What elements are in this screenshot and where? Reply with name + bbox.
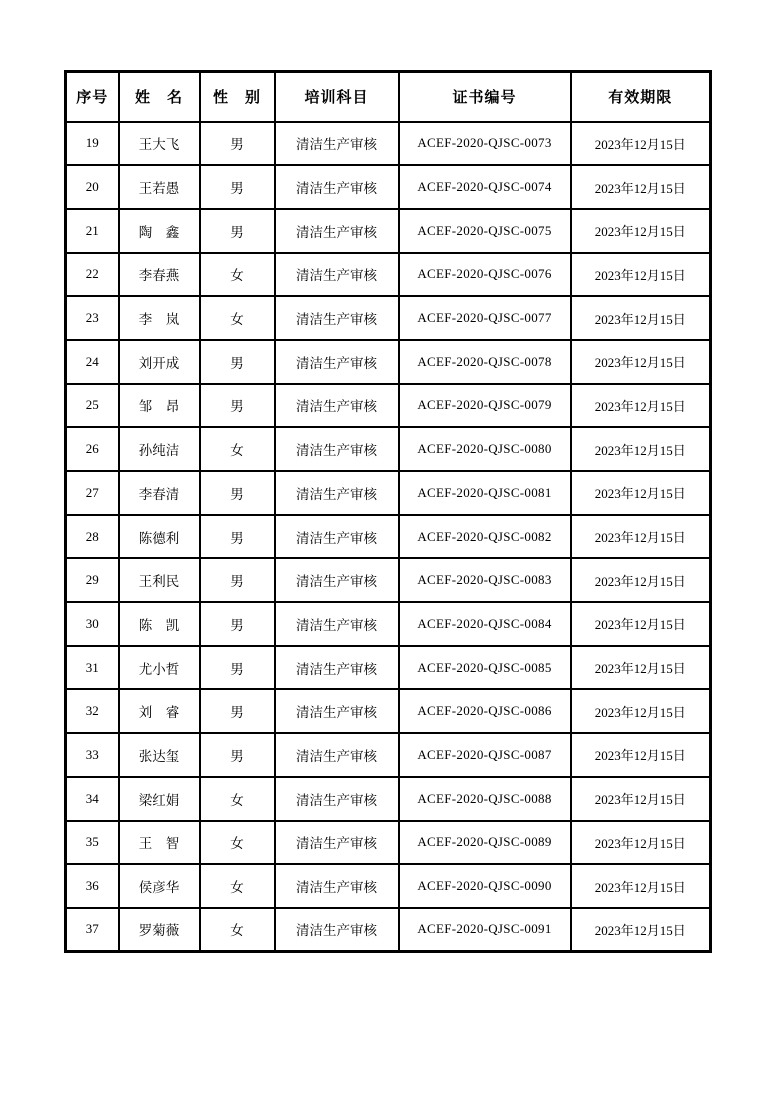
table-row [66,253,711,297]
cell-gender: 女 [200,777,275,821]
table-body [66,122,711,952]
cell-validity: 2023年12月15日 [571,427,711,471]
table-row [66,165,711,209]
cell-subject: 清洁生产审核 [275,340,399,384]
cell-gender: 男 [200,384,275,428]
table-row [66,427,711,471]
cell-gender: 男 [200,122,275,166]
cell-validity: 2023年12月15日 [571,122,711,166]
cell-cert-number: ACEF-2020-QJSC-0087 [399,733,571,777]
cell-name: 陈 凯 [119,602,200,646]
cell-cert-number: ACEF-2020-QJSC-0081 [399,471,571,515]
cell-gender: 男 [200,209,275,253]
table-row [66,296,711,340]
table-row [66,777,711,821]
cell-cert-number: ACEF-2020-QJSC-0084 [399,602,571,646]
cell-no: 30 [66,602,119,646]
cell-validity: 2023年12月15日 [571,471,711,515]
table-row [66,471,711,515]
cell-validity: 2023年12月15日 [571,165,711,209]
cell-no: 33 [66,733,119,777]
cell-gender: 男 [200,340,275,384]
cell-name: 王利民 [119,558,200,602]
cell-name: 陶 鑫 [119,209,200,253]
cell-no: 22 [66,253,119,297]
cell-name: 邹 昂 [119,384,200,428]
cell-cert-number: ACEF-2020-QJSC-0089 [399,821,571,865]
cell-cert-number: ACEF-2020-QJSC-0074 [399,165,571,209]
header-no: 序号 [66,72,119,122]
cell-cert-number: ACEF-2020-QJSC-0083 [399,558,571,602]
header-row [66,72,711,122]
header-subject: 培训科目 [275,72,399,122]
cell-name: 王 智 [119,821,200,865]
cell-validity: 2023年12月15日 [571,209,711,253]
cell-gender: 男 [200,689,275,733]
cell-cert-number: ACEF-2020-QJSC-0077 [399,296,571,340]
cell-no: 29 [66,558,119,602]
cell-name: 梁红娟 [119,777,200,821]
cell-validity: 2023年12月15日 [571,515,711,559]
cell-validity: 2023年12月15日 [571,340,711,384]
header-cert-number: 证书编号 [399,72,571,122]
cell-no: 37 [66,908,119,952]
cell-subject: 清洁生产审核 [275,908,399,952]
cell-cert-number: ACEF-2020-QJSC-0078 [399,340,571,384]
cell-validity: 2023年12月15日 [571,689,711,733]
certificate-table [64,70,712,953]
table-row [66,733,711,777]
cell-subject: 清洁生产审核 [275,384,399,428]
cell-gender: 男 [200,558,275,602]
cell-name: 张达玺 [119,733,200,777]
cell-no: 31 [66,646,119,690]
cell-no: 21 [66,209,119,253]
cell-validity: 2023年12月15日 [571,296,711,340]
cell-gender: 男 [200,165,275,209]
table-row [66,908,711,952]
cell-gender: 女 [200,253,275,297]
cell-cert-number: ACEF-2020-QJSC-0082 [399,515,571,559]
cell-no: 24 [66,340,119,384]
cell-no: 35 [66,821,119,865]
cell-subject: 清洁生产审核 [275,821,399,865]
cell-cert-number: ACEF-2020-QJSC-0076 [399,253,571,297]
cell-cert-number: ACEF-2020-QJSC-0086 [399,689,571,733]
cell-gender: 女 [200,908,275,952]
cell-subject: 清洁生产审核 [275,777,399,821]
cell-subject: 清洁生产审核 [275,733,399,777]
cell-validity: 2023年12月15日 [571,864,711,908]
table-row [66,122,711,166]
cell-gender: 男 [200,646,275,690]
cell-name: 李春燕 [119,253,200,297]
cell-cert-number: ACEF-2020-QJSC-0085 [399,646,571,690]
cell-name: 罗菊薇 [119,908,200,952]
cell-name: 李春清 [119,471,200,515]
cell-gender: 男 [200,602,275,646]
cell-name: 陈德利 [119,515,200,559]
cell-no: 26 [66,427,119,471]
cell-gender: 男 [200,733,275,777]
cell-no: 25 [66,384,119,428]
cell-name: 孙纯洁 [119,427,200,471]
table-row [66,384,711,428]
cell-subject: 清洁生产审核 [275,427,399,471]
cell-validity: 2023年12月15日 [571,253,711,297]
cell-name: 王若愚 [119,165,200,209]
cell-subject: 清洁生产审核 [275,253,399,297]
cell-gender: 男 [200,471,275,515]
table-row [66,209,711,253]
cell-subject: 清洁生产审核 [275,602,399,646]
cell-no: 32 [66,689,119,733]
cell-validity: 2023年12月15日 [571,646,711,690]
cell-validity: 2023年12月15日 [571,733,711,777]
cell-cert-number: ACEF-2020-QJSC-0079 [399,384,571,428]
cell-subject: 清洁生产审核 [275,515,399,559]
header-validity: 有效期限 [571,72,711,122]
cell-name: 刘 睿 [119,689,200,733]
cell-name: 刘开成 [119,340,200,384]
cell-name: 李 岚 [119,296,200,340]
cell-cert-number: ACEF-2020-QJSC-0080 [399,427,571,471]
cell-cert-number: ACEF-2020-QJSC-0088 [399,777,571,821]
table-row [66,821,711,865]
cell-cert-number: ACEF-2020-QJSC-0075 [399,209,571,253]
cell-validity: 2023年12月15日 [571,602,711,646]
cell-validity: 2023年12月15日 [571,908,711,952]
cell-subject: 清洁生产审核 [275,689,399,733]
cell-no: 23 [66,296,119,340]
cell-gender: 女 [200,864,275,908]
table-row [66,864,711,908]
cell-gender: 女 [200,296,275,340]
cell-name: 侯彦华 [119,864,200,908]
cell-no: 36 [66,864,119,908]
table-row [66,558,711,602]
cell-validity: 2023年12月15日 [571,558,711,602]
cell-subject: 清洁生产审核 [275,646,399,690]
table-row [66,340,711,384]
cell-subject: 清洁生产审核 [275,122,399,166]
cell-gender: 男 [200,515,275,559]
cell-no: 27 [66,471,119,515]
cell-name: 尤小哲 [119,646,200,690]
cell-subject: 清洁生产审核 [275,471,399,515]
cell-gender: 女 [200,821,275,865]
table-row [66,602,711,646]
cell-name: 王大飞 [119,122,200,166]
cell-subject: 清洁生产审核 [275,864,399,908]
table-row [66,689,711,733]
cell-subject: 清洁生产审核 [275,296,399,340]
cell-no: 34 [66,777,119,821]
cell-no: 20 [66,165,119,209]
table-row [66,646,711,690]
cell-subject: 清洁生产审核 [275,165,399,209]
cell-no: 28 [66,515,119,559]
table-row [66,515,711,559]
cell-validity: 2023年12月15日 [571,777,711,821]
cell-validity: 2023年12月15日 [571,821,711,865]
cell-cert-number: ACEF-2020-QJSC-0091 [399,908,571,952]
cell-cert-number: ACEF-2020-QJSC-0073 [399,122,571,166]
cell-validity: 2023年12月15日 [571,384,711,428]
cell-no: 19 [66,122,119,166]
cell-subject: 清洁生产审核 [275,209,399,253]
cell-subject: 清洁生产审核 [275,558,399,602]
cell-gender: 女 [200,427,275,471]
header-name: 姓 名 [119,72,200,122]
header-gender: 性 别 [200,72,275,122]
cell-cert-number: ACEF-2020-QJSC-0090 [399,864,571,908]
